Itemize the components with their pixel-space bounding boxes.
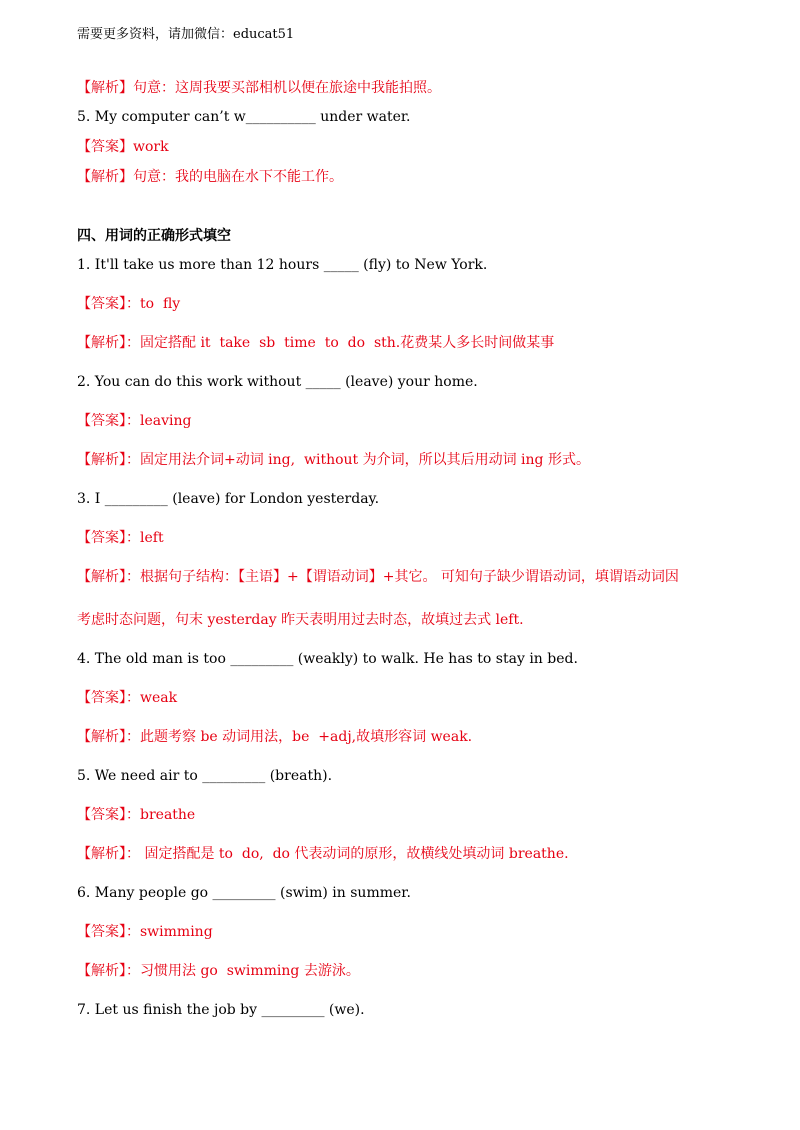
analysis-text-continued: 考虑时态问题，句末 yesterday 昨天表明用过去时态，故填过去式 left. xyxy=(77,612,524,628)
analysis-text: 【解析】：根据句子结构：【主语】+【谓语动词】+其它。 可知句子缺少谓语动词，填谓语动词因 xyxy=(77,569,679,585)
analysis-text: 【解析】句意：我的电脑在水下不能工作。 xyxy=(77,169,343,185)
answer-text: 【答案】：breathe xyxy=(77,807,196,823)
question-text: 2. You can do this work without _____ (leave) your home. xyxy=(77,374,478,390)
analysis-text: 【解析】：固定用法介词+动词 ing, without 为介词，所以其后用动词 ing 形式。 xyxy=(77,452,590,468)
answer-text: 【答案】：left xyxy=(77,530,164,546)
question-text: 1. It'll take us more than 12 hours _____ (fly) to New York. xyxy=(77,257,488,273)
answer-text: 【答案】：swimming xyxy=(77,924,213,940)
analysis-text: 【解析】：固定搭配 it take sb time to do sth.花费某人多长时间做某事 xyxy=(77,335,555,351)
analysis-text: 【解析】句意：这周我要买部相机以便在旅途中我能拍照。 xyxy=(77,80,441,96)
question-text: 4. The old man is too _________ (weakly) to walk. He has to stay in bed. xyxy=(77,651,578,667)
answer-text: 【答案】：leaving xyxy=(77,413,192,429)
analysis-text: 【解析】：习惯用法 go swimming 去游泳。 xyxy=(77,963,360,979)
answer-text: 【答案】：weak xyxy=(77,690,178,706)
answer-text: 【答案】work xyxy=(77,139,169,155)
page-header: 需要更多资料，请加微信：educat51 xyxy=(77,27,295,42)
question-text: 5. My computer can’t w__________ under water. xyxy=(77,109,411,125)
question-text: 7. Let us finish the job by _________ (we). xyxy=(77,1002,365,1018)
question-text: 6. Many people go _________ (swim) in summer. xyxy=(77,885,411,901)
analysis-text: 【解析】： 固定搭配是 to do, do 代表动词的原形，故横线处填动词 breathe. xyxy=(77,846,569,862)
section-heading: 四、用词的正确形式填空 xyxy=(77,228,231,244)
question-text: 5. We need air to _________ (breath). xyxy=(77,768,333,784)
question-text: 3. I _________ (leave) for London yesterday. xyxy=(77,491,380,507)
analysis-text: 【解析】：此题考察 be 动词用法，be +adj,故填形容词 weak. xyxy=(77,729,473,745)
answer-text: 【答案】：to fly xyxy=(77,296,181,312)
